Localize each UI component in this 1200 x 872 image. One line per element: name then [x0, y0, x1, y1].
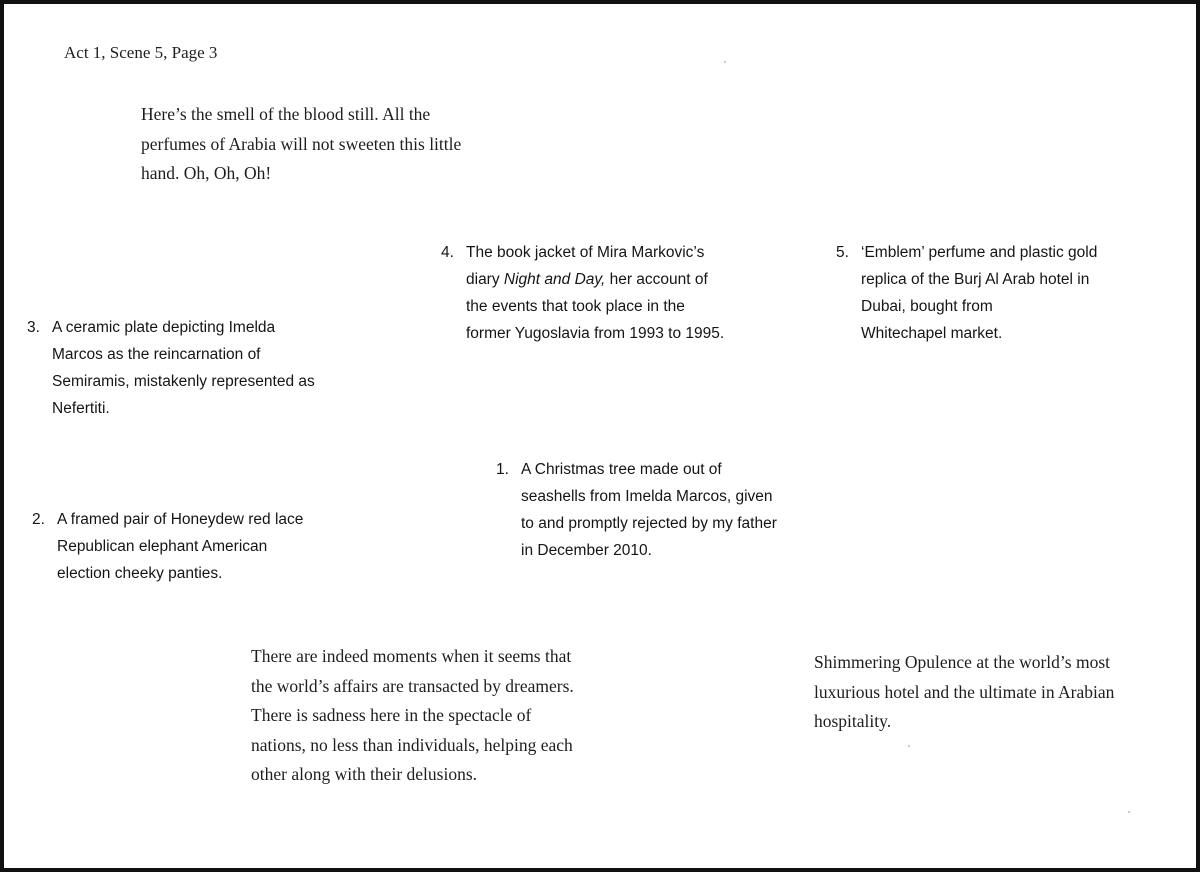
- item-line: The book jacket of Mira Markovic’s: [466, 244, 705, 261]
- item-line: in December 2010.: [521, 542, 652, 559]
- item-number: 4.: [441, 244, 454, 261]
- item-line-prefix: diary: [466, 271, 504, 288]
- item-number: 2.: [32, 511, 45, 528]
- scan-speck: [724, 61, 726, 63]
- item-line: ‘Emblem’ perfume and plastic gold: [861, 244, 1098, 261]
- item-line: election cheeky panties.: [57, 565, 223, 582]
- quote-line: Here’s the smell of the blood still. All the: [141, 104, 431, 124]
- quote-line: perfumes of Arabia will not sweeten this little: [141, 133, 462, 154]
- quote-line: There is sadness here in the spectacle of: [251, 705, 532, 725]
- item-text: [57, 506, 303, 587]
- item-line: Nefertiti.: [52, 400, 110, 417]
- quote-line: luxurious hotel and the ultimate in Arabian: [814, 681, 1115, 702]
- item-line: A Christmas tree made out of: [521, 461, 722, 478]
- quote-line: the world’s affairs are transacted by dreamers.: [251, 675, 574, 696]
- item-line: A ceramic plate depicting Imelda: [52, 319, 276, 336]
- item-line: Dubai, bought from: [861, 298, 993, 315]
- item-line: Whitechapel market.: [861, 325, 1003, 342]
- quote-line: hand. Oh, Oh, Oh!: [141, 163, 272, 183]
- scan-speck: [908, 745, 910, 747]
- item-line: Marcos as the reincarnation of: [52, 346, 261, 363]
- item-number: 1.: [496, 461, 509, 478]
- item-text: [52, 314, 315, 422]
- quote-line: There are indeed moments when it seems that: [251, 646, 572, 666]
- opulence-quote: [814, 648, 1114, 737]
- item-line: replica of the Burj Al Arab hotel in: [861, 271, 1090, 288]
- item-text: [466, 239, 724, 347]
- quote-line: hospitality.: [814, 711, 892, 731]
- opening-quote: [141, 100, 461, 189]
- quote-line: other along with their delusions.: [251, 764, 478, 784]
- quote-line: Shimmering Opulence at the world’s most: [814, 652, 1110, 672]
- item-line: Semiramis, mistakenly represented as: [52, 373, 315, 390]
- item-number: 3.: [27, 319, 40, 336]
- item-line: A framed pair of Honeydew red lace: [57, 511, 304, 528]
- item-text: [521, 456, 777, 564]
- item-line: Republican elephant American: [57, 538, 268, 555]
- item-line: seashells from Imelda Marcos, given: [521, 488, 773, 505]
- book-title: Night and Day,: [503, 271, 606, 288]
- item-text: [861, 239, 1097, 347]
- item-line: to and promptly rejected by my father: [521, 515, 777, 532]
- page-header: Act 1, Scene 5, Page 3: [64, 43, 218, 62]
- item-line-suffix: her account of: [605, 271, 708, 288]
- item-number: 5.: [836, 244, 849, 261]
- scan-speck: [1128, 811, 1130, 813]
- item-line: former Yugoslavia from 1993 to 1995.: [466, 325, 725, 342]
- dreamers-quote: [251, 642, 574, 790]
- quote-line: nations, no less than individuals, helping each: [251, 734, 573, 755]
- item-line: the events that took place in the: [466, 298, 685, 315]
- item-line: [466, 266, 724, 293]
